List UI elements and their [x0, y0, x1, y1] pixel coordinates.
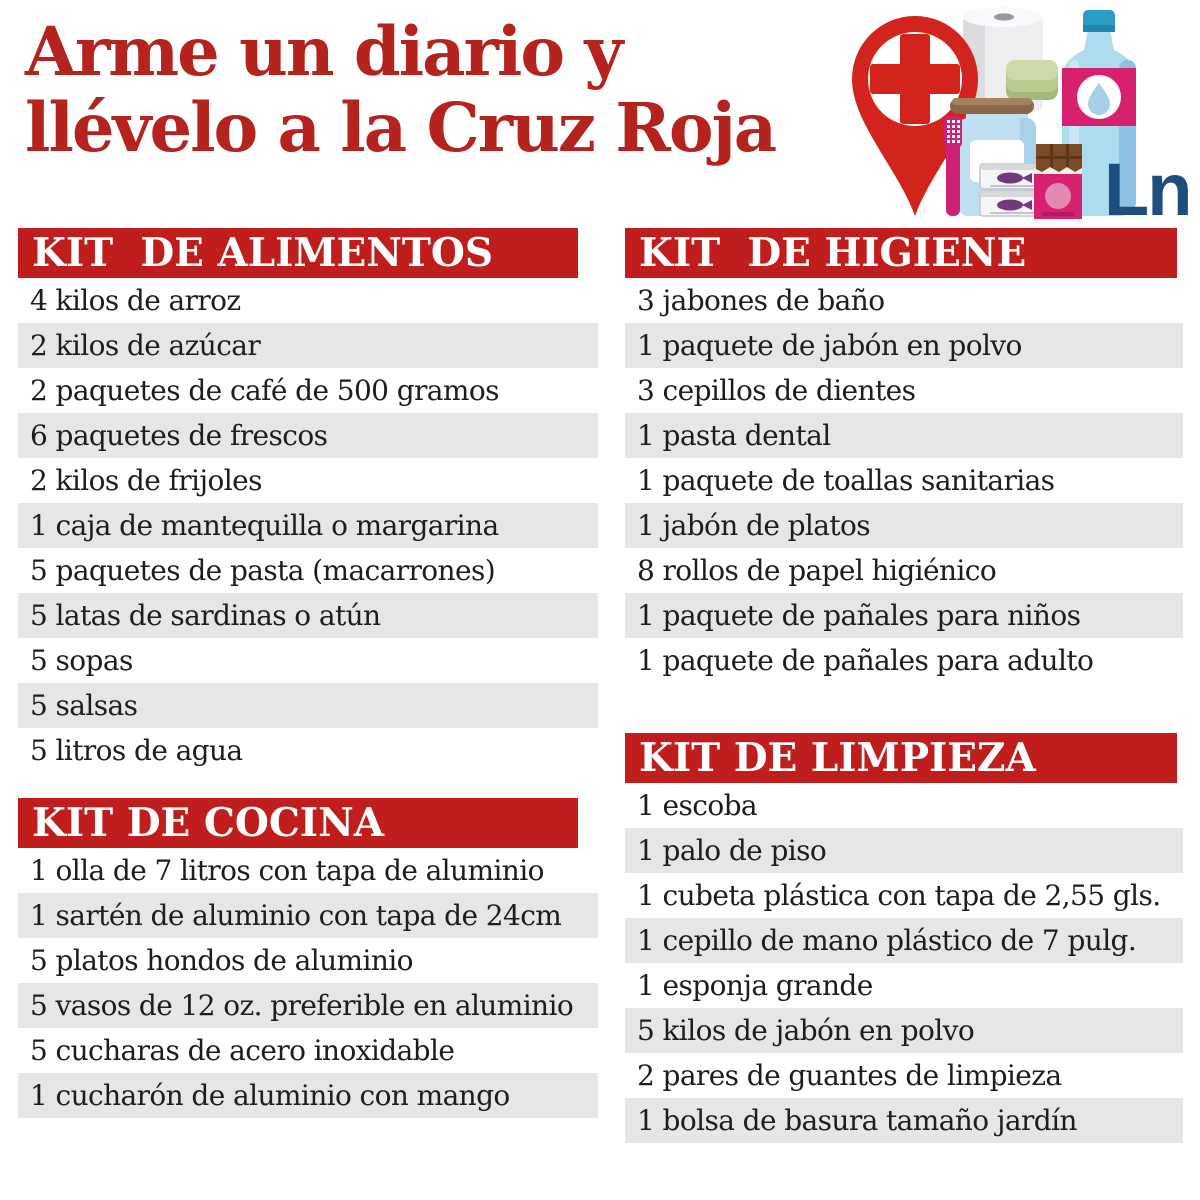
toothbrush-icon	[944, 116, 962, 216]
list-item: 8 rollos de papel higiénico	[625, 548, 1183, 593]
list-item: 1 bolsa de basura tamaño jardín	[625, 1098, 1183, 1143]
list-item: 3 jabones de baño	[625, 278, 1183, 323]
list-item: 2 kilos de frijoles	[18, 458, 598, 503]
list-item: 5 vasos de 12 oz. preferible en aluminio	[18, 983, 598, 1028]
list-item: 1 escoba	[625, 783, 1183, 828]
list-item: 5 salsas	[18, 683, 598, 728]
list-item: 5 latas de sardinas o atún	[18, 593, 598, 638]
list-item: 1 esponja grande	[625, 963, 1183, 1008]
section-header-cocina: KIT DE COCINA	[18, 798, 578, 848]
soap-bar-icon	[1006, 60, 1058, 100]
list-item: 1 cubeta plástica con tapa de 2,55 gls.	[625, 873, 1183, 918]
list-item: 5 litros de agua	[18, 728, 598, 773]
section-kit-higiene	[625, 228, 1183, 683]
section-kit-limpieza	[625, 733, 1183, 1143]
list-item: 5 sopas	[18, 638, 598, 683]
list-item: 1 pasta dental	[625, 413, 1183, 458]
limpieza-list	[625, 783, 1183, 1143]
list-item: 6 paquetes de frescos	[18, 413, 598, 458]
cocina-list	[18, 848, 598, 1118]
page-title	[25, 14, 845, 165]
list-item: 1 olla de 7 litros con tapa de aluminio	[18, 848, 598, 893]
list-item: 4 kilos de arroz	[18, 278, 598, 323]
higiene-list	[625, 278, 1183, 683]
alimentos-list	[18, 278, 598, 773]
list-item: 1 paquete de jabón en polvo	[625, 323, 1183, 368]
list-item: 1 paquete de toallas sanitarias	[625, 458, 1183, 503]
list-item: 2 pares de guantes de limpieza	[625, 1053, 1183, 1098]
ln-logo: Ln	[1104, 148, 1191, 222]
donation-items-illustration	[838, 4, 1196, 222]
section-kit-alimentos	[18, 228, 598, 773]
section-header-higiene: KIT DE HIGIENE	[625, 228, 1177, 278]
list-item: 1 cepillo de mano plástico de 7 pulg.	[625, 918, 1183, 963]
list-item: 5 paquetes de pasta (macarrones)	[18, 548, 598, 593]
list-item: 1 caja de mantequilla o margarina	[18, 503, 598, 548]
list-item: 2 kilos de azúcar	[18, 323, 598, 368]
list-item: 1 paquete de pañales para niños	[625, 593, 1183, 638]
list-item: 5 kilos de jabón en polvo	[625, 1008, 1183, 1053]
list-item: 1 palo de piso	[625, 828, 1183, 873]
list-item: 1 cucharón de aluminio con mango	[18, 1073, 598, 1118]
section-header-alimentos: KIT DE ALIMENTOS	[18, 228, 578, 278]
list-item: 5 cucharas de acero inoxidable	[18, 1028, 598, 1073]
list-item: 3 cepillos de dientes	[625, 368, 1183, 413]
chocolate-bar-icon	[1034, 144, 1082, 219]
section-header-limpieza: KIT DE LIMPIEZA	[625, 733, 1177, 783]
title-line-1: Arme un diario y	[25, 12, 622, 91]
list-item: 2 paquetes de café de 500 gramos	[18, 368, 598, 413]
left-column	[18, 228, 598, 1118]
list-item: 5 platos hondos de aluminio	[18, 938, 598, 983]
list-item: 1 sartén de aluminio con tapa de 24cm	[18, 893, 598, 938]
list-item: 1 jabón de platos	[625, 503, 1183, 548]
section-kit-cocina	[18, 798, 598, 1118]
right-column	[625, 228, 1183, 1143]
title-line-2: llévelo a la Cruz Roja	[25, 87, 776, 167]
list-item: 1 paquete de pañales para adulto	[625, 638, 1183, 683]
